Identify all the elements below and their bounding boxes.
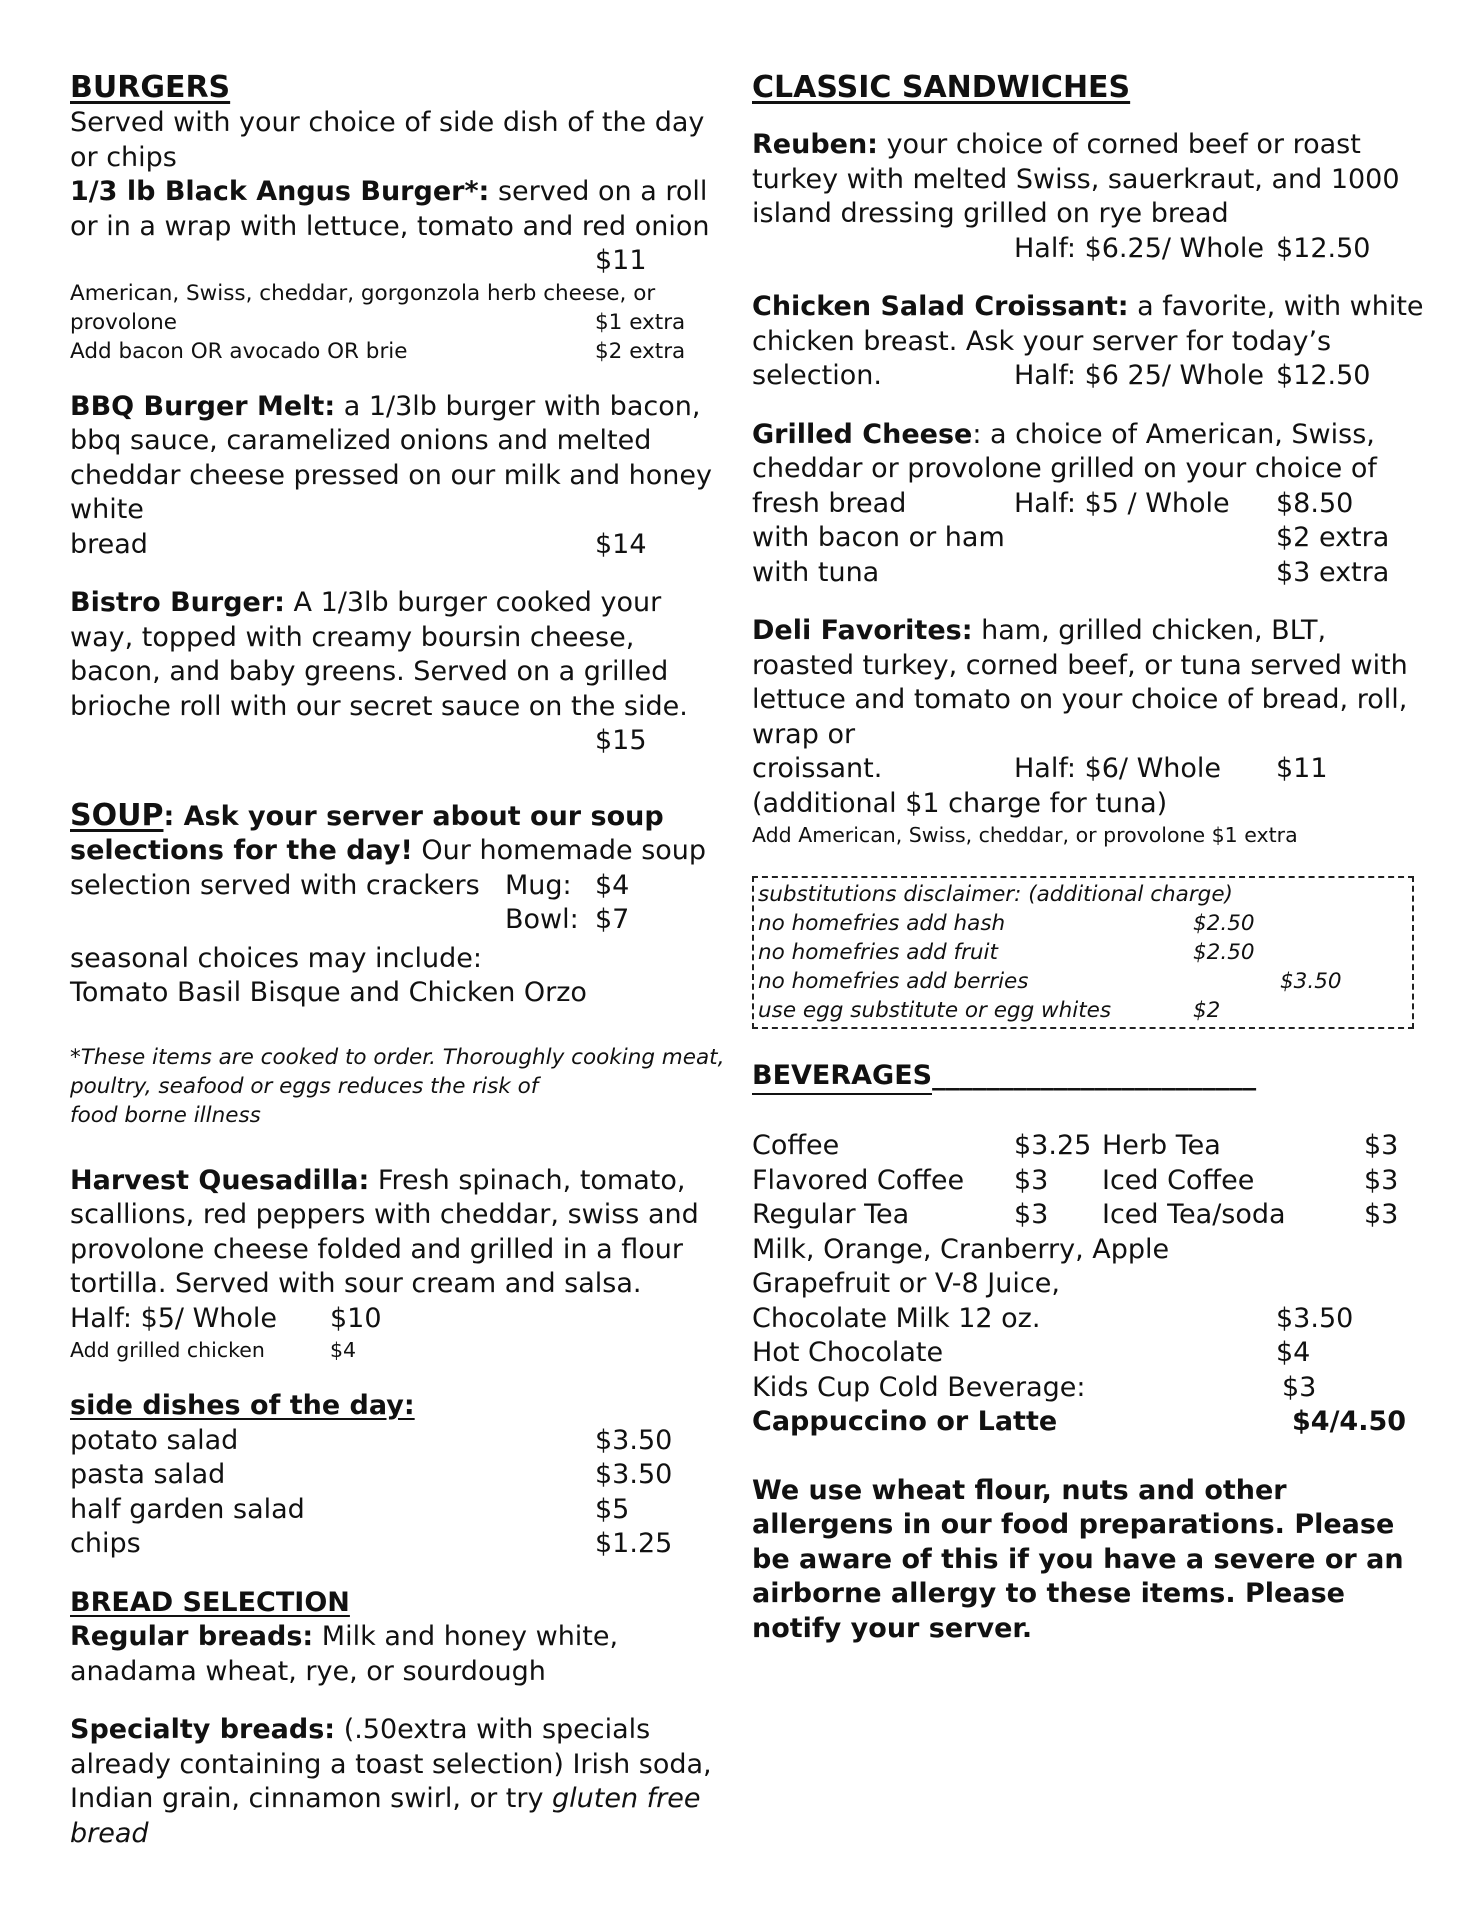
bbq-burger: [70, 390, 730, 528]
grilled-tuna-price: $3 extra: [1276, 556, 1390, 588]
grilled-tuna-text: with tuna: [752, 556, 880, 588]
deli-half: Half: $6/ Whole: [1014, 753, 1222, 784]
substitution-text: no homefries add hash: [758, 911, 1006, 936]
substitution-price: $2.50: [1193, 911, 1255, 936]
beverage-row: [752, 1371, 1432, 1406]
bistro-price-row: [70, 724, 730, 759]
beverage-pair-row: [752, 1129, 1432, 1164]
soup-bowl-price: $7: [595, 904, 630, 935]
side-dish-name: chips: [70, 1528, 141, 1559]
bbq-burger-desc: a 1/3lb burger with bacon, bbq sauce, caramelized onions and melted cheddar cheese pressed on our milk and honey white: [70, 390, 713, 525]
bread-selection-heading: BREAD SELECTION: [70, 1586, 350, 1618]
side-dish-name: pasta salad: [70, 1459, 226, 1490]
deli-cheese-note: Add American, Swiss, cheddar, or provolone $1 extra: [752, 823, 1298, 847]
quesadilla-price-row: [70, 1302, 730, 1337]
bbq-price: $14: [595, 528, 647, 560]
soup-mug-row: [70, 869, 730, 904]
substitution-text: no homefries add fruit: [758, 940, 998, 965]
deli-last-word: croissant.: [752, 753, 883, 784]
beverage-row: [752, 1302, 1432, 1337]
angus-cheese-text2: provolone: [70, 309, 178, 335]
beverage-price: $3: [1364, 1164, 1399, 1196]
beverage-price: $3: [1014, 1199, 1049, 1230]
beverage-name: Coffee: [752, 1130, 840, 1161]
grilled-whole: $8.50: [1276, 487, 1354, 519]
substitution-price: $2.50: [1193, 940, 1255, 965]
beverage-price: $3.50: [1276, 1302, 1354, 1334]
soup-line2: selection served with crackers: [70, 869, 480, 901]
beverage-pair-row: [752, 1164, 1432, 1199]
specialty-breads-label: Specialty breads:: [70, 1714, 336, 1745]
disclaimer-line-3: food borne illness: [70, 1102, 261, 1128]
beverage-name: Iced Tea/soda: [1102, 1199, 1286, 1230]
substitutions-box: [752, 876, 1414, 1029]
specialty-breads-text: (.50extra with specials already containing a toast selection) Irish soda, Indian grain, cinnamon swirl, or try: [70, 1714, 712, 1814]
angus-burger: [70, 175, 730, 244]
bbq-price-row: [70, 528, 730, 563]
chicken-last-word: selection.: [752, 360, 882, 391]
regular-breads-text: Milk and honey white, anadama wheat, rye, or sourdough: [70, 1621, 619, 1687]
soup-mug-label: Mug:: [505, 869, 572, 901]
angus-addon-text: Add bacon OR avocado OR brie: [70, 338, 408, 364]
substitutions-list: [758, 909, 1408, 1025]
beverage-name: Chocolate Milk 12 oz.: [752, 1302, 1041, 1334]
regular-breads: [70, 1620, 730, 1689]
beverage-name: Flavored Coffee: [752, 1164, 965, 1196]
soup-heading: SOUP: [70, 797, 164, 833]
beverage-price: $3.25: [1014, 1130, 1092, 1161]
angus-burger-desc: served on a roll or in a wrap with lettuce, tomato and red onion: [70, 176, 710, 242]
beverages-heading-tail: ________________________: [932, 1060, 1257, 1091]
beverage-price: $4: [1276, 1337, 1311, 1368]
burgers-intro: Served with your choice of side dish of the day or chips: [70, 107, 705, 173]
beverage-name: Herb Tea: [1102, 1130, 1221, 1161]
soup-bowl-label: Bowl:: [505, 904, 579, 935]
side-dishes-heading: side dishes of the day:: [70, 1390, 415, 1421]
gluten-free-bread: gluten free bread: [70, 1783, 701, 1849]
deli-tuna-note: (additional $1 charge for tuna): [752, 787, 1168, 819]
beverage-name: Kids Cup Cold Beverage:: [752, 1371, 1086, 1403]
grilled-half: Half: $5 / Whole: [1014, 487, 1230, 519]
chicken-whole: $12.50: [1276, 360, 1371, 391]
bistro-burger-desc: A 1/3lb burger cooked your way, topped with creamy boursin cheese, bacon, and baby greens. Served on a grilled brioche roll with our secret sauce on the side.: [70, 587, 688, 722]
beverage-price: $3: [1364, 1199, 1399, 1230]
grilled-last-word: fresh bread: [752, 487, 907, 519]
substitution-row: [758, 996, 1408, 1025]
juice-line-2: Grapefruit or V-8 Juice,: [752, 1268, 1060, 1299]
reuben-whole: $12.50: [1276, 232, 1371, 264]
beverage-singles: [752, 1302, 1432, 1406]
substitution-text: no homefries add berries: [758, 969, 1029, 994]
reuben-name: Reuben:: [752, 129, 878, 160]
side-dish-name: half garden salad: [70, 1493, 305, 1525]
side-dish-name: potato salad: [70, 1424, 239, 1456]
quesadilla-price: $10: [330, 1302, 382, 1334]
regular-breads-label: Regular breads:: [70, 1621, 314, 1652]
sandwiches-heading: CLASSIC SANDWICHES: [752, 70, 1131, 105]
angus-cheese-price: $1 extra: [595, 309, 686, 335]
side-dish-row: [70, 1458, 730, 1493]
side-dish-row: [70, 1493, 730, 1528]
deli-name: Deli Favorites:: [752, 615, 973, 646]
chicken-price-row: [752, 359, 1432, 394]
substitution-row: [758, 967, 1408, 996]
bistro-burger: [70, 586, 730, 724]
beverages-heading-row: [752, 1059, 1432, 1095]
reuben: [752, 128, 1432, 232]
side-dishes-list: [70, 1424, 730, 1562]
grilled-price-row: [752, 487, 1432, 522]
soup-desc: Our homemade soup: [412, 835, 707, 866]
left-column: [70, 70, 730, 1851]
beverage-row: [752, 1336, 1432, 1371]
beverage-name: Regular Tea: [752, 1199, 910, 1230]
beverages-heading: BEVERAGES: [752, 1059, 932, 1095]
side-dish-price: $3.50: [595, 1459, 673, 1490]
grilled-bacon-text: with bacon or ham: [752, 522, 1005, 553]
deli-whole: $11: [1276, 753, 1328, 784]
reuben-half: Half: $6.25/ Whole: [1014, 232, 1264, 264]
angus-cheese-text: American, Swiss, cheddar, gorgonzola herb cheese, or: [70, 280, 656, 306]
angus-price: $11: [595, 245, 647, 276]
side-dish-price: $1.25: [595, 1528, 673, 1559]
burgers-heading: BURGERS: [70, 70, 231, 105]
side-dish-row: [70, 1424, 730, 1459]
quesadilla-desc: Fresh spinach, tomato, scallions, red peppers with cheddar, swiss and provolone cheese folded and grilled in a flour tortilla. Served with sour cream and salsa.: [70, 1164, 699, 1299]
grilled-tuna-row: [752, 556, 1432, 591]
quesadilla-addon-text: Add grilled chicken: [70, 1338, 265, 1362]
chicken-salad-desc: a favorite, with white chicken breast. Ask your server for today’s: [752, 291, 1424, 357]
quesadilla-name: Harvest Quesadilla:: [70, 1164, 370, 1196]
soup-mug-price: $4: [595, 869, 630, 901]
chicken-half: Half: $6 25/ Whole: [1014, 360, 1264, 391]
chicken-salad-name: Chicken Salad Croissant:: [752, 291, 1129, 322]
bistro-burger-name: Bistro Burger:: [70, 587, 285, 618]
chicken-salad-croissant: [752, 290, 1432, 359]
angus-cheese-option: [70, 279, 730, 366]
grilled-bacon-price: $2 extra: [1276, 522, 1390, 553]
cappuccino-row: [752, 1405, 1432, 1440]
substitutions-title: substitutions disclaimer: (additional charge): [758, 882, 1233, 907]
soup-bold-text: : Ask your server about our soup selections for the day!: [70, 800, 664, 866]
right-column: [752, 70, 1432, 1646]
quesadilla-half-whole: Half: $5/ Whole: [70, 1302, 278, 1334]
grilled-cheese: [752, 418, 1432, 487]
specialty-breads: [70, 1713, 730, 1851]
reuben-desc: your choice of corned beef or roast turkey with melted Swiss, sauerkraut, and 1000 island dressing grilled on rye bread: [752, 129, 1400, 229]
disclaimer-line-1: *These items are cooked to order. Thoroughly cooking meat,: [70, 1044, 725, 1070]
cooked-to-order-disclaimer: [70, 1043, 730, 1130]
soup-bowl-row: [70, 903, 730, 938]
soup-seasonal-1: seasonal choices may include:: [70, 942, 482, 974]
angus-burger-name: 1/3 lb Black Angus Burger*:: [70, 176, 490, 207]
side-dish-price: $3.50: [595, 1424, 673, 1456]
side-dish-row: [70, 1527, 730, 1562]
deli-desc: ham, grilled chicken, BLT, roasted turkey, corned beef, or tuna served with lettuce and tomato on your choice of bread, roll, wrap or: [752, 615, 1408, 750]
beverage-price: $3: [1364, 1130, 1399, 1161]
substitution-price: $3.50: [1280, 969, 1342, 994]
beverage-name: Hot Chocolate: [752, 1337, 944, 1368]
angus-price-row: [70, 244, 730, 279]
beverage-price: $3: [1014, 1164, 1049, 1196]
deli-favorites: [752, 614, 1432, 752]
grilled-bacon-row: [752, 521, 1432, 556]
angus-addon-price: $2 extra: [595, 338, 686, 364]
substitution-row: [758, 938, 1408, 967]
quesadilla-addon-row: [70, 1336, 730, 1365]
harvest-quesadilla: [70, 1164, 730, 1302]
quesadilla-addon-price: $4: [330, 1338, 357, 1362]
deli-price-row: [752, 752, 1432, 787]
beverage-price: $3: [1282, 1371, 1317, 1403]
cappuccino-price: $4/4.50: [1292, 1406, 1407, 1437]
soup-section: [70, 799, 730, 869]
substitution-row: [758, 909, 1408, 938]
beverage-pairs: [752, 1129, 1432, 1233]
cappuccino-name: Cappuccino or Latte: [752, 1406, 1058, 1437]
bbq-burger-name: BBQ Burger Melt:: [70, 390, 336, 422]
soup-seasonal-2: Tomato Basil Bisque and Chicken Orzo: [70, 977, 587, 1008]
reuben-price-row: [752, 232, 1432, 267]
disclaimer-line-2: poultry, seafood or eggs reduces the risk of: [70, 1073, 539, 1099]
beverage-pair-row: [752, 1198, 1432, 1233]
beverage-name: Iced Coffee: [1102, 1164, 1255, 1196]
substitution-price: $2: [1193, 998, 1221, 1023]
bistro-price: $15: [595, 725, 647, 756]
bbq-last-word: bread: [70, 528, 148, 560]
side-dish-price: $5: [595, 1493, 630, 1525]
grilled-cheese-desc: : a choice of American, Swiss, cheddar or provolone grilled on your choice of: [752, 418, 1377, 484]
allergen-notice: We use wheat flour, nuts and other allergens in our food preparations. Please be aware of this if you have a severe or an airborne allergy to these items. Please notify your server.: [752, 1474, 1404, 1644]
grilled-cheese-name: Grilled Cheese: [752, 418, 973, 450]
juice-line-1: Milk, Orange, Cranberry, Apple: [752, 1233, 1170, 1265]
substitution-text: use egg substitute or egg whites: [758, 998, 1112, 1023]
